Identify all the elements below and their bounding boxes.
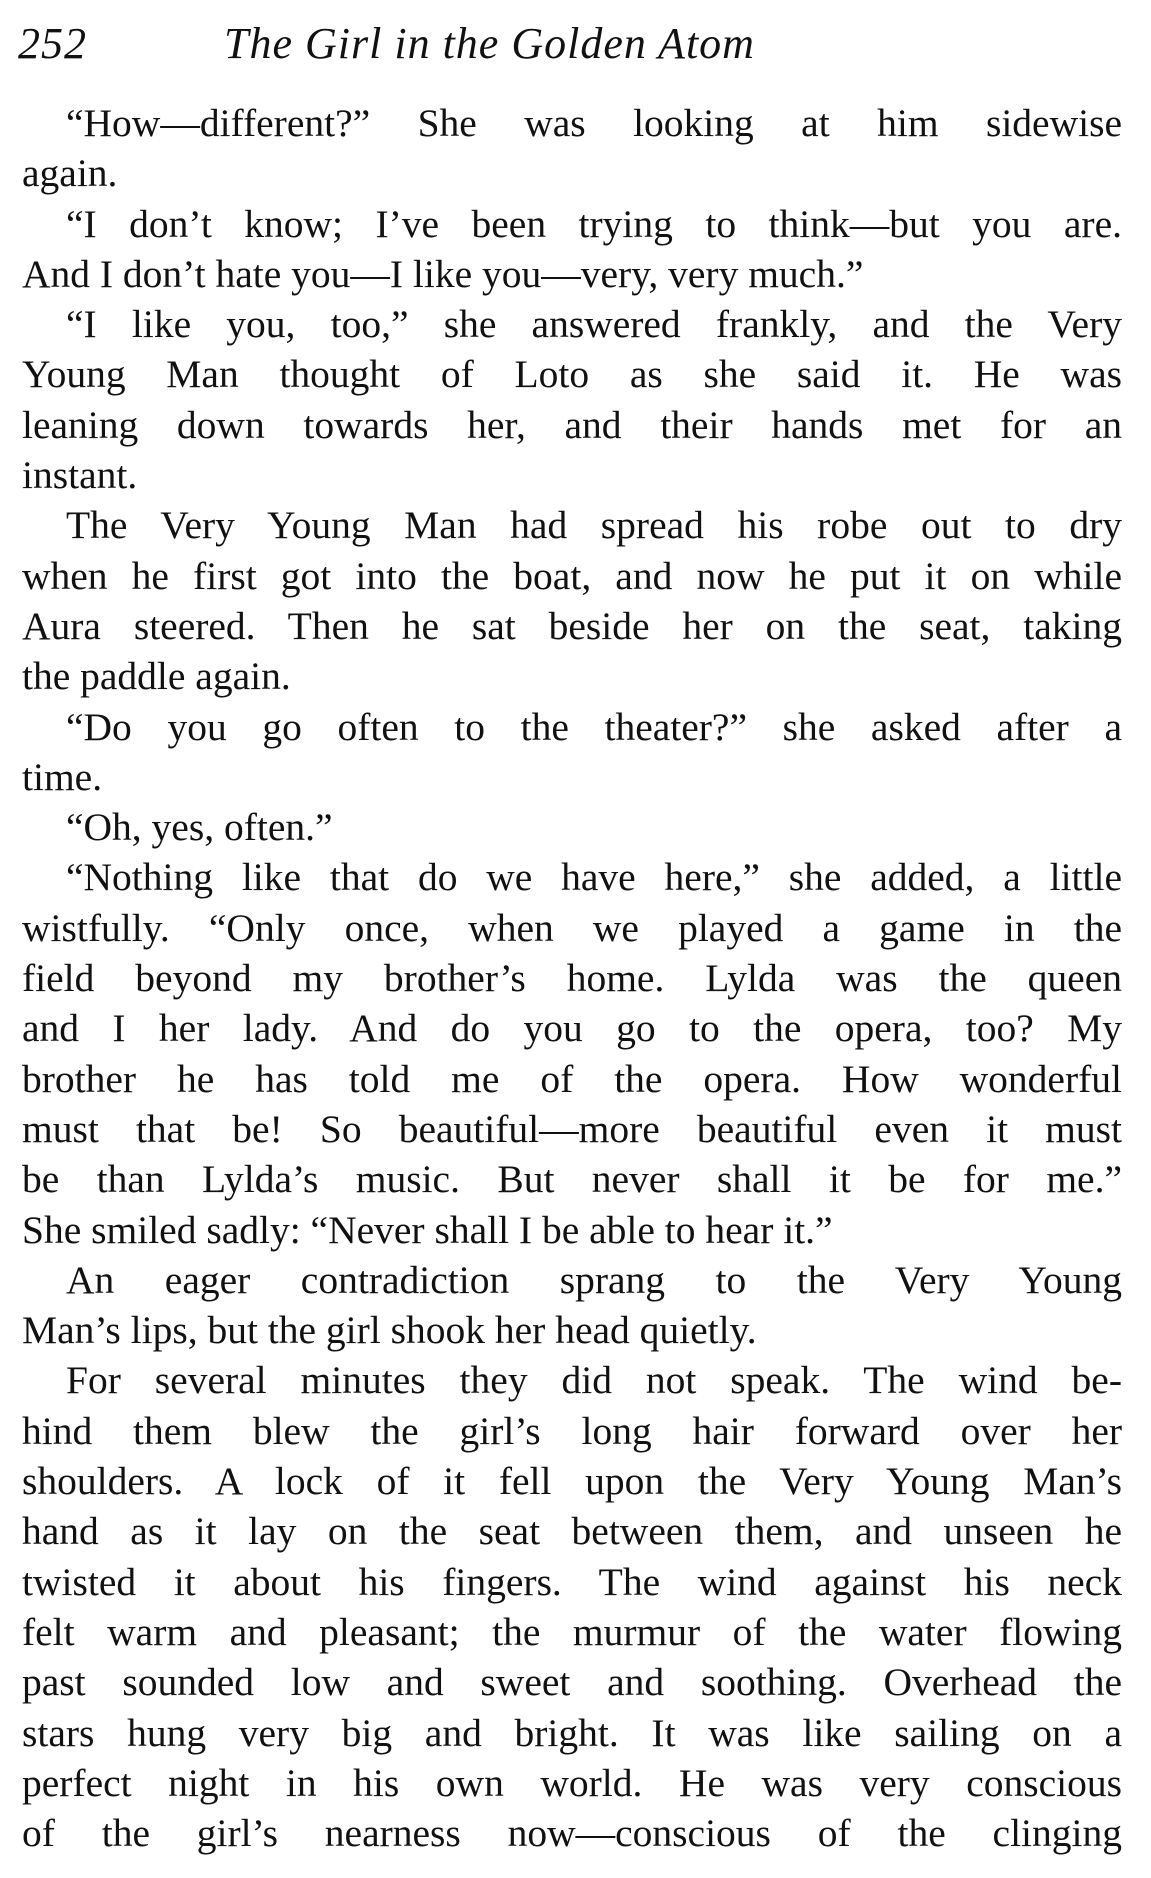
text-line: past sounded low and sweet and soothing. Overhead the: [22, 1660, 1122, 1705]
page-number: 252: [18, 19, 87, 68]
text-line: again.: [22, 151, 118, 196]
text-line: “Do you go often to the theater?” she asked after a: [66, 704, 1122, 749]
text-line: instant.: [22, 453, 138, 498]
body-text: [22, 98, 1122, 1858]
text-line: perfect night in his own world. He was very conscious: [22, 1760, 1122, 1805]
running-title: The Girl in the Golden Atom: [224, 19, 755, 68]
text-line: The Very Young Man had spread his robe out to dry: [66, 503, 1122, 548]
text-line: “I like you, too,” she answered frankly, and the Very: [66, 302, 1122, 347]
text-line: For several minutes they did not speak. The wind be-: [66, 1358, 1122, 1403]
text-line: Man’s lips, but the girl shook her head quietly.: [22, 1308, 757, 1353]
text-line: twisted it about his fingers. The wind against his neck: [22, 1559, 1122, 1604]
text-line: when he first got into the boat, and now he put it on while: [22, 553, 1122, 598]
text-line: And I don’t hate you—I like you—very, very much.”: [22, 251, 864, 296]
text-line: brother he has told me of the opera. How wonderful: [22, 1056, 1122, 1101]
text-line: shoulders. A lock of it fell upon the Very Young Man’s: [22, 1459, 1122, 1504]
text-line: must that be! So beautiful—more beautiful even it must: [22, 1106, 1122, 1151]
text-line: hand as it lay on the seat between them, and unseen he: [22, 1509, 1122, 1554]
text-line: stars hung very big and bright. It was like sailing on a: [22, 1710, 1122, 1755]
text-line: “Oh, yes, often.”: [66, 805, 333, 850]
text-line: field beyond my brother’s home. Lylda was the queen: [22, 956, 1122, 1001]
text-line: hind them blew the girl’s long hair forward over her: [22, 1408, 1122, 1453]
text-line: time.: [22, 754, 103, 799]
text-line: of the girl’s nearness now—conscious of the clinging: [22, 1811, 1122, 1856]
text-line: be than Lylda’s music. But never shall it be for me.”: [22, 1157, 1122, 1202]
text-line: the paddle again.: [22, 654, 291, 699]
text-line: wistfully. “Only once, when we played a game in the: [22, 905, 1122, 950]
text-line: Aura steered. Then he sat beside her on the seat, taking: [22, 603, 1122, 648]
text-line: leaning down towards her, and their hands met for an: [22, 402, 1122, 447]
text-line: felt warm and pleasant; the murmur of the water flowing: [22, 1609, 1122, 1654]
text-line: “I don’t know; I’ve been trying to think—but you are.: [66, 201, 1122, 246]
text-line: An eager contradiction sprang to the Very Young: [66, 1257, 1122, 1302]
text-line: and I her lady. And do you go to the opera, too? My: [22, 1006, 1122, 1051]
text-line: “How—different?” She was looking at him sidewise: [66, 101, 1122, 145]
text-line: “Nothing like that do we have here,” she added, a little: [66, 855, 1122, 900]
text-line: Young Man thought of Loto as she said it. He was: [22, 352, 1122, 397]
page-header: [18, 12, 1128, 76]
text-line: She smiled sadly: “Never shall I be able to hear it.”: [22, 1207, 833, 1252]
